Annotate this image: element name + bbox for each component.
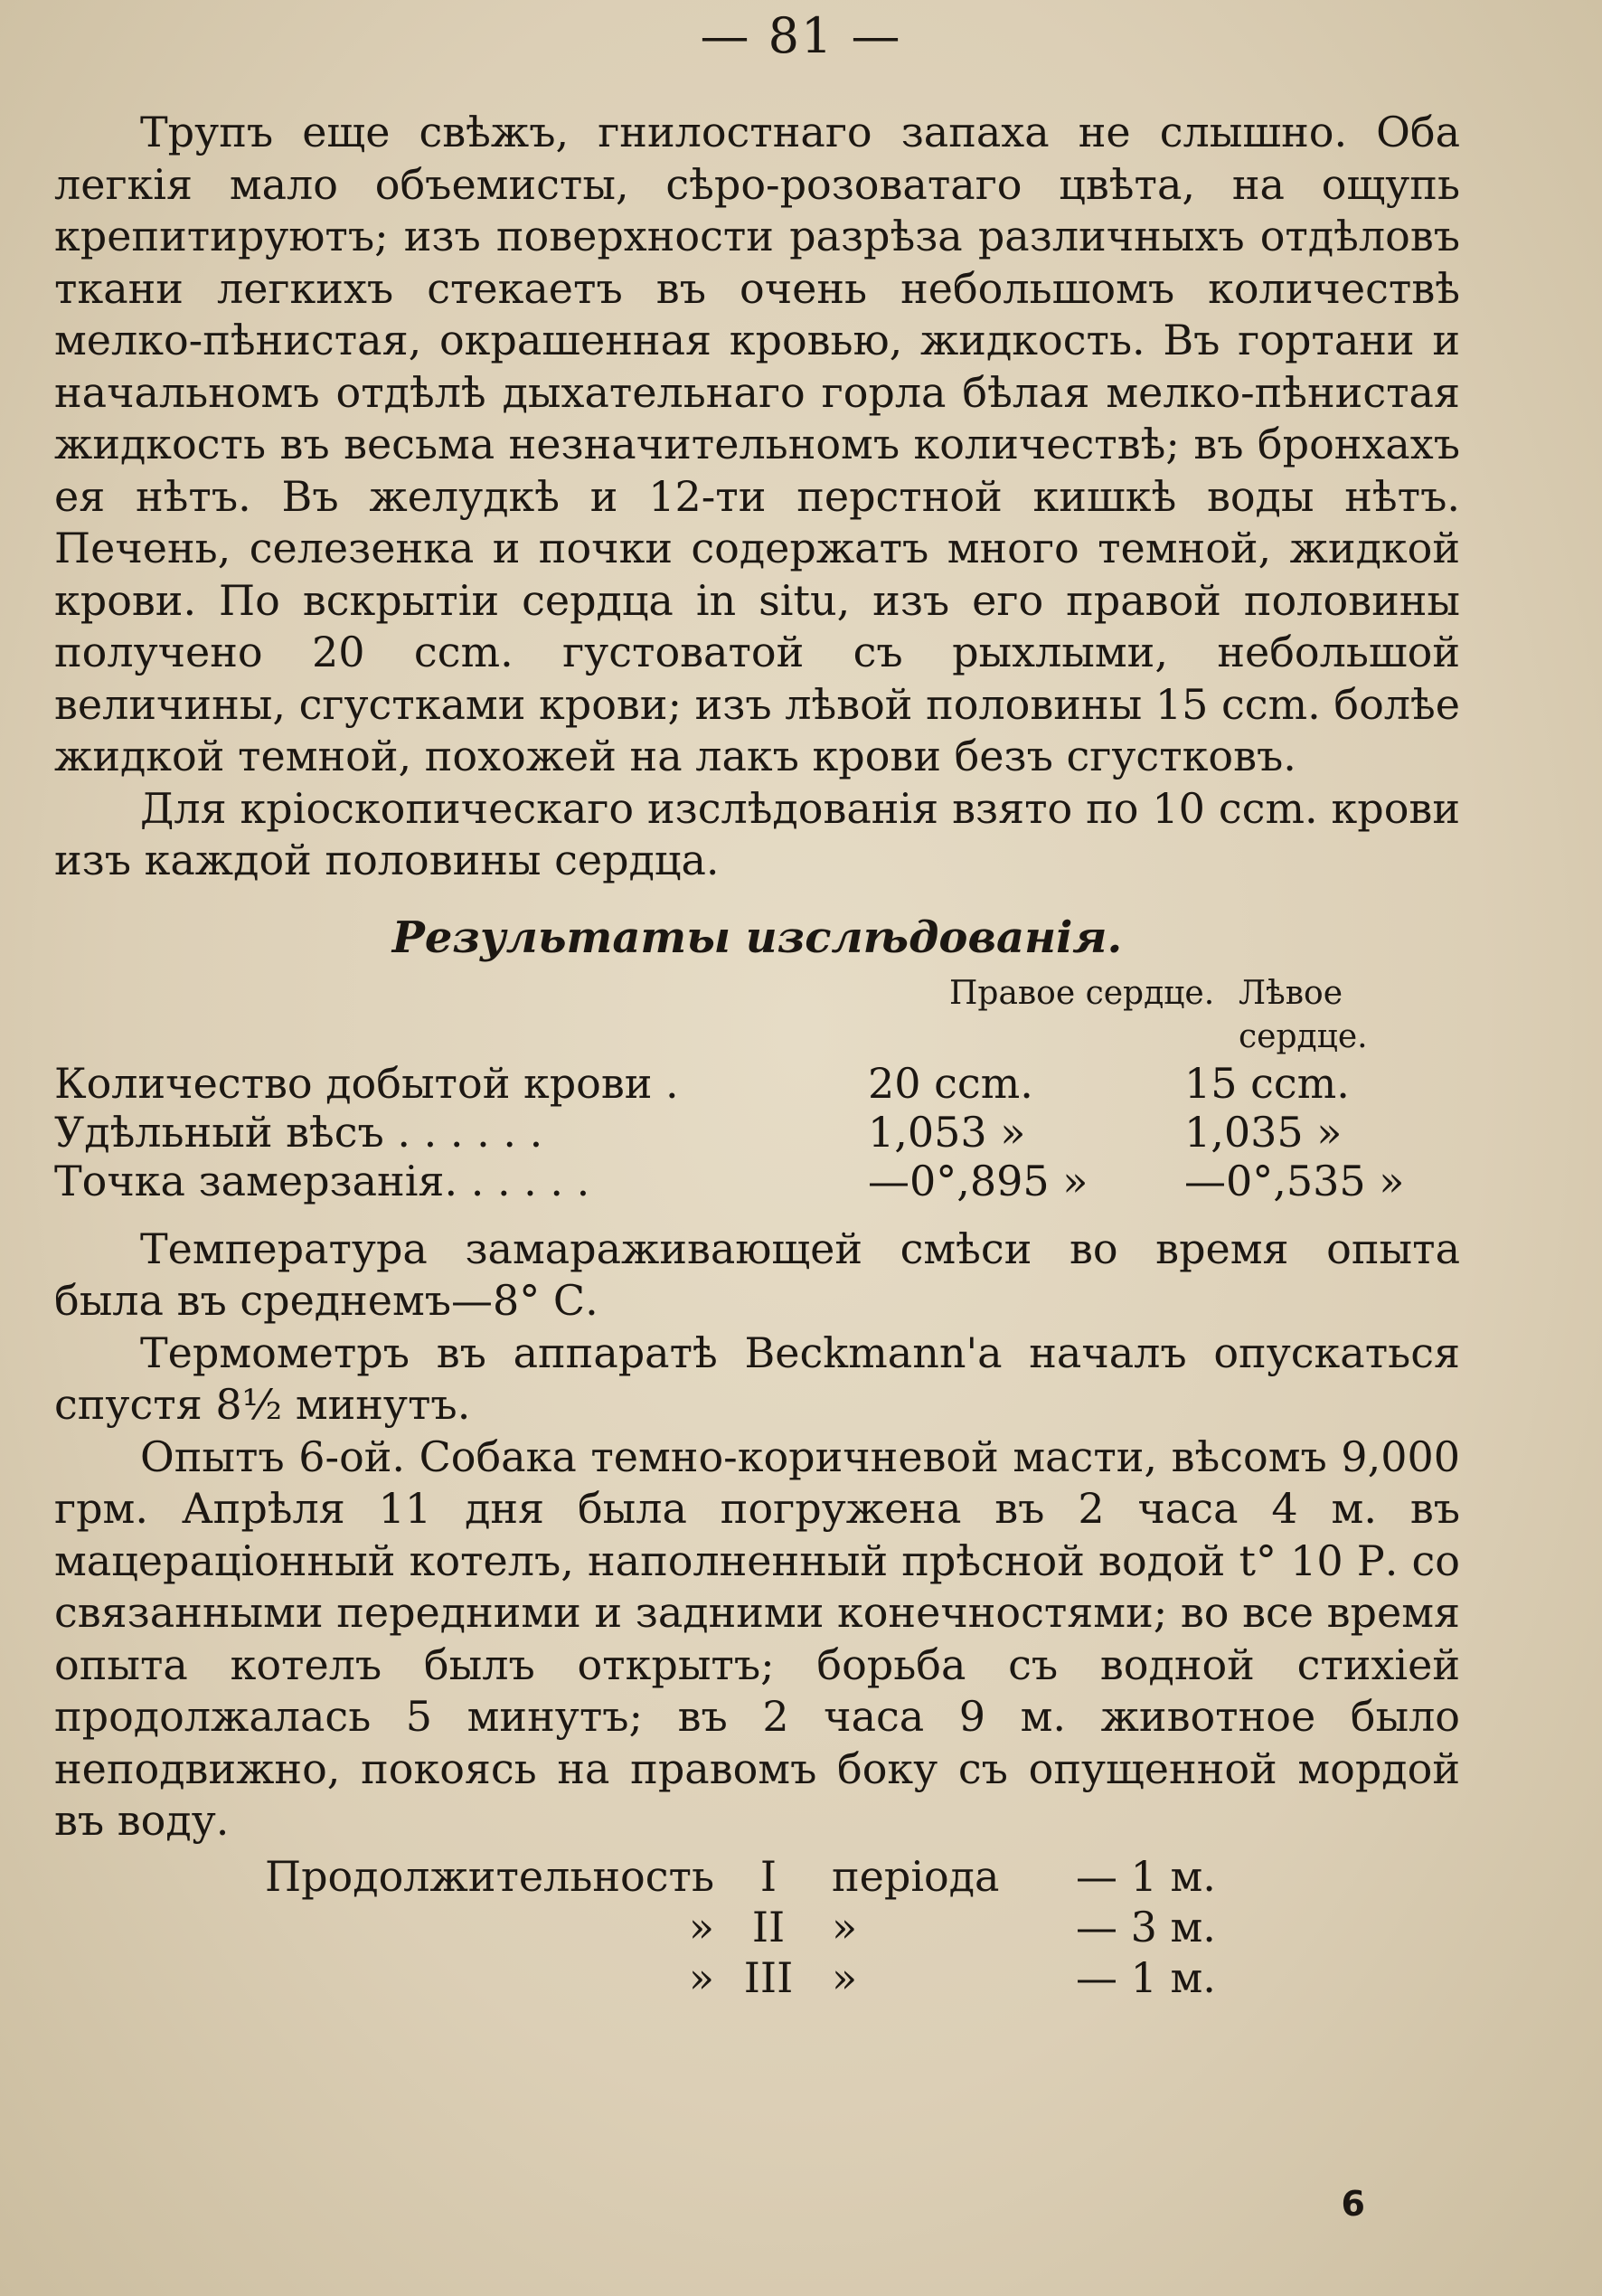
row-label: Количество добытой крови .: [54, 1058, 679, 1108]
list-item: Продолжительность I періода — 1 м.: [264, 1851, 1216, 1901]
row-label: Точка замерзанія. . . . . .: [54, 1156, 590, 1205]
header-right-heart: Правое сердце.: [949, 974, 1215, 1012]
section-title: Результаты изслѣдованія.: [391, 912, 1123, 963]
page-number: — 81 —: [700, 7, 902, 64]
row-left-value: 1,035 »: [1184, 1107, 1343, 1157]
row-right-value: 20 ccm.: [868, 1058, 1033, 1108]
row-label: Удѣльный вѣсъ . . . . . .: [54, 1107, 543, 1157]
duration-list: [54, 1851, 1460, 2003]
table-row: [54, 1108, 1460, 1157]
paragraph-experiment-6: Опытъ 6-ой. Собака темно-коричневой масти, вѣсомъ 9,000 грм. Апрѣля 11 дня была погружена въ 2 часа 4 м. въ мацераціонный котелъ, наполненный прѣсной водой t° 10 Р. со связанными передними и задними конечностями; во все время опыта котелъ былъ открытъ; борьба съ водной стихіей продолжалась 5 минутъ; въ 2 часа 9 м. животное было неподвижно, покоясь на правомъ боку съ опущенной мордой въ воду.: [54, 1431, 1460, 1845]
paragraph-thermometer: Термометръ въ аппаратѣ Beckmann'а началъ опускаться спустя 8½ минутъ.: [54, 1328, 1460, 1429]
list-item: » II » — 3 м.: [688, 1902, 1216, 1951]
row-left-value: 15 ccm.: [1184, 1058, 1350, 1108]
row-right-value: —0°,895 »: [868, 1156, 1088, 1205]
paragraph-temperature: Температура замараживающей смѣси во время опыта была въ среднемъ—8° С.: [54, 1224, 1460, 1325]
paragraph-cryoscopy: Для кріоскопическаго изслѣдованія взято по 10 ccm. крови изъ каждой половины сердца.: [54, 783, 1460, 884]
row-left-value: —0°,535 »: [1184, 1156, 1405, 1205]
header-left-heart: Лѣвое сердце.: [1239, 974, 1368, 1055]
page-body: [54, 107, 1460, 2003]
row-right-value: 1,053 »: [868, 1107, 1026, 1157]
paragraph-autopsy: Трупъ еще свѣжъ, гнилостнаго запаха не слышно. Оба легкія мало объемисты, сѣро-розоватаго цвѣта, на ощупь крепитируютъ; изъ поверхности разрѣза различныхъ отдѣловъ ткани легкихъ стекаетъ въ очень небольшомъ количествѣ мелко-пѣнистая, окрашенная кровью, жидкость. Въ гортани и начальномъ отдѣлѣ дыхательнаго горла бѣлая мелко-пѣнистая жидкость въ весьма незначительномъ количествѣ; въ бронхахъ ея нѣтъ. Въ желудкѣ и 12-ти перстной кишкѣ воды нѣтъ. Печень, селезенка и почки содержатъ много темной, жидкой крови. По вскрытіи сердца in situ, изъ его правой половины получено 20 ccm. густоватой съ рыхлыми, небольшой величины, сгустками крови; изъ лѣвой половины 15 ccm. болѣе жидкой темной, похожей на лакъ крови безъ сгустковъ.: [54, 108, 1460, 780]
table-row: [54, 1157, 1460, 1205]
table-row: [54, 1059, 1460, 1108]
signature-mark: 6: [1341, 2184, 1365, 2224]
results-table: [54, 972, 1460, 1205]
list-item: » III » — 1 м.: [688, 1952, 1216, 2002]
table-header: [54, 972, 1460, 1059]
